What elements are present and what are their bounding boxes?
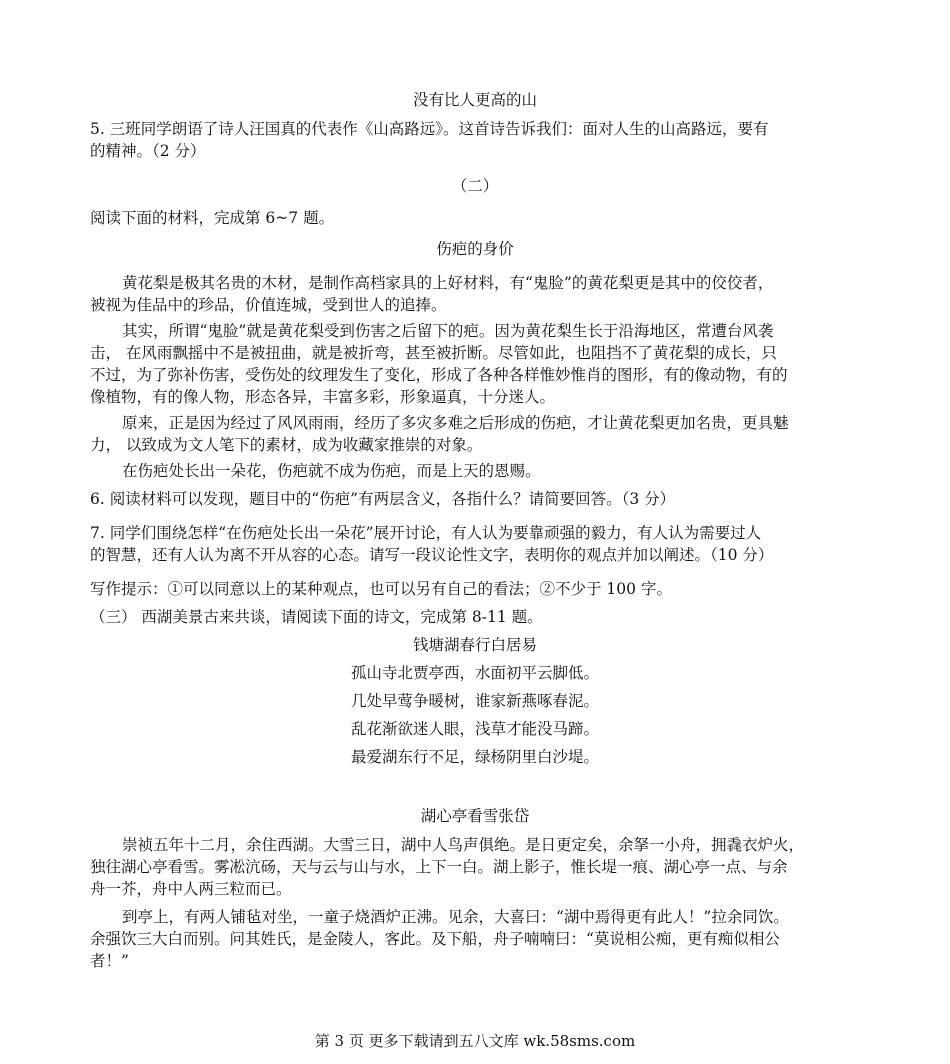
question-5-line2: 的精神。（2 分） — [90, 142, 206, 160]
essay-p2-line2: 余强饮三大白而别。问其姓氏，是金陵人，客此。及下船，舟子喃喃曰：“莫说相公痴，更有痴似相公 — [90, 930, 780, 948]
section-heading-2: （二） — [451, 177, 499, 195]
poem-line-3: 乱花渐欲迷人眼，浅草才能没马蹄。 — [350, 720, 599, 738]
article-p2-line3: 不过，为了弥补伤害，受伤处的纹理发生了变化，形成了各种各样惟妙惟肖的图形，有的像动物，有的 — [90, 366, 788, 384]
writing-hint: 写作提示：①可以同意以上的某种观点，也可以另有自己的看法；②不少于 100 字。 — [90, 580, 672, 598]
question-6: 6. 阅读材料可以发现，题目中的“伤疤”有两层含义，各指什么？请简要回答。（3 分） — [90, 490, 676, 508]
essay-p1-line1: 崇祯五年十二月，余住西湖。大雪三日，湖中人鸟声俱绝。是日更定矣，余拏一小舟，拥毳衣炉火， — [122, 836, 805, 854]
page-footer: 第 3 页 更多下载请到五八文库 wk.58sms.com — [314, 1032, 636, 1050]
article-p1-line2: 被视为佳品中的珍品，价值连城，受到世人的追捧。 — [90, 296, 447, 314]
article-p1-line1: 黄花梨是极其名贵的木材，是制作高档家具的上好材料，有“鬼脸”的黄花梨更是其中的佼佼者， — [122, 274, 774, 292]
section-2-instruction: 阅读下面的材料，完成第 6~7 题。 — [90, 209, 335, 227]
poem-line-4: 最爱湖东行不足，绿杨阴里白沙堤。 — [350, 748, 599, 766]
question-7-line1: 7. 同学们围绕怎样“在伤疤处长出一朵花”展开讨论，有人认为要靠顽强的毅力，有人认为需要过人 — [90, 524, 762, 542]
poem-line-1: 孤山寺北贾亭西，水面初平云脚低。 — [350, 664, 599, 682]
essay-title: 湖心亭看雪张岱 — [420, 807, 530, 825]
section-3-intro: （三） 西湖美景古来共谈，请阅读下面的诗文，完成第 8-11 题。 — [90, 608, 543, 626]
article-p3-line1: 原来，正是因为经过了风风雨雨，经历了多灾多难之后形成的伤疤，才让黄花梨更加名贵，更具魅 — [122, 414, 789, 432]
poem-line-2: 几处早莺争暖树，谁家新燕啄春泥。 — [350, 692, 599, 710]
essay-p2-line1: 到亭上，有两人铺毡对坐，一童子烧酒炉正沸。见余，大喜曰：“湖中焉得更有此人！”拉余同饮。 — [122, 908, 789, 926]
essay-p1-line2: 独往湖心亭看雪。雾凇沆砀，天与云与山与水，上下一白。湖上影子，惟长堤一痕、湖心亭一点、与余 — [90, 858, 788, 876]
question-5-line1: 5. 三班同学朗语了诗人汪国真的代表作《山高路远》。这首诗告诉我们：面对人生的山高路远，要有 — [90, 120, 769, 138]
article-p2-line1: 其实，所谓“鬼脸”就是黄花梨受到伤害之后留下的疤。因为黄花梨生长于沿海地区，常遭台风袭 — [122, 322, 774, 340]
heading-title: 没有比人更高的山 — [412, 91, 537, 109]
article-p2-line2: 击， 在风雨飘摇中不是被扭曲，就是被折弯，甚至被折断。尽管如此，也阻挡不了黄花梨的成长，只 — [90, 344, 777, 362]
article-p2-line4: 像植物，有的像人物，形态各异，丰富多彩，形象逼真，十分迷人。 — [90, 388, 556, 406]
article-p4: 在伤疤处长出一朵花，伤疤就不成为伤疤，而是上天的恩赐。 — [122, 462, 541, 480]
essay-p1-line3: 舟一芥，舟中人两三粒而已。 — [90, 880, 292, 898]
question-7-line2: 的智慧，还有人认为离不开从容的心态。请写一段议论性文字，表明你的观点并加以阐述。（10 分） — [90, 546, 774, 564]
article-title: 伤疤的身价 — [436, 240, 514, 258]
poem-title: 钱塘湖春行白居易 — [412, 636, 537, 654]
article-p3-line2: 力， 以致成为文人笔下的素材，成为收藏家推崇的对象。 — [90, 436, 483, 454]
essay-p2-line3: 者！” — [90, 952, 129, 970]
